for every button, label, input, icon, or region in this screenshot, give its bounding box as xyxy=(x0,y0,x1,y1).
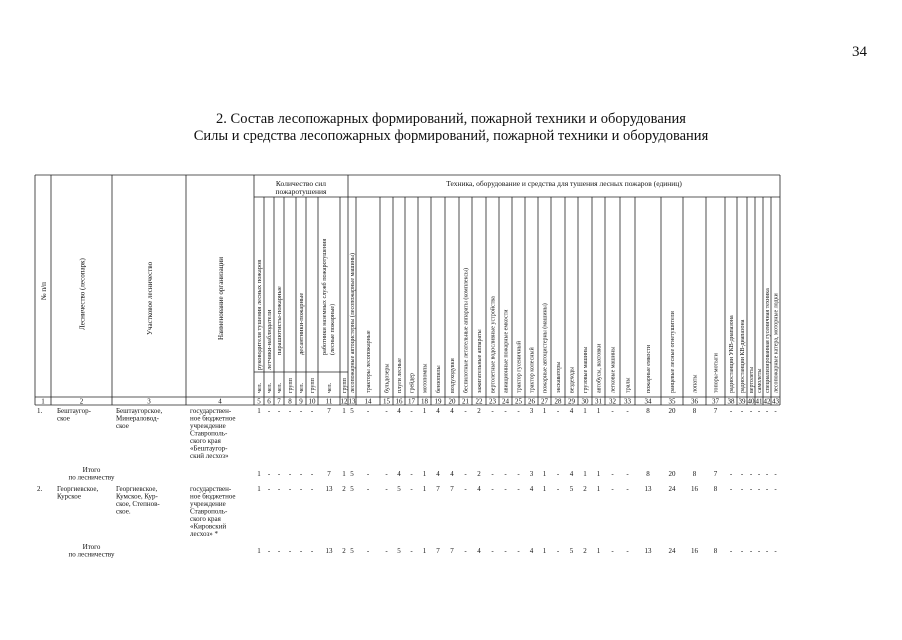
cell-value: 4 xyxy=(397,407,401,415)
organization-name: Ставрополь- xyxy=(190,429,228,438)
cell-value: - xyxy=(491,547,494,555)
header-district: Лесничество (лесопарк) xyxy=(78,258,87,330)
cell-value: - xyxy=(504,470,507,478)
cell-value: 4 xyxy=(529,485,534,493)
cell-value: 5 xyxy=(569,485,574,493)
cell-value: - xyxy=(385,407,388,415)
cell-value: - xyxy=(267,407,271,415)
cell-value: 20 xyxy=(668,407,676,415)
cell-value: - xyxy=(729,547,733,555)
organization-name: ное бюджетное xyxy=(190,492,236,501)
cell-value: - xyxy=(740,485,744,493)
cell-value: - xyxy=(267,485,271,493)
cell-value: 7 xyxy=(327,470,331,478)
column-number: 22 xyxy=(475,397,483,406)
cell-value: 1 xyxy=(542,547,547,555)
row-number: 2. xyxy=(37,485,43,493)
cell-value: 7 xyxy=(327,407,331,415)
column-number: 26 xyxy=(528,397,535,406)
column-number: 29 xyxy=(568,397,575,406)
total-label: Итого xyxy=(82,543,101,551)
cell-value: 1 xyxy=(422,407,427,415)
cell-value: - xyxy=(385,470,388,478)
column-number: 30 xyxy=(581,397,589,406)
cell-value: 2 xyxy=(477,407,481,415)
cell-value: - xyxy=(385,485,388,493)
total-label: по лесничеству xyxy=(68,550,115,559)
cell-value: 7 xyxy=(713,407,718,415)
cell-value: - xyxy=(366,485,370,493)
header-equipment: бензопилы xyxy=(436,365,442,393)
cell-value: 1 xyxy=(596,485,601,493)
column-number: 19 xyxy=(434,397,442,406)
cell-value: - xyxy=(774,485,777,493)
cell-value: - xyxy=(729,485,733,493)
cell-value: 1 xyxy=(422,547,427,555)
cell-value: - xyxy=(556,485,560,493)
column-number: 3 xyxy=(147,397,151,406)
cell-value: - xyxy=(749,547,753,555)
cell-value: - xyxy=(464,407,467,415)
cell-value: - xyxy=(611,547,614,555)
cell-value: - xyxy=(729,470,733,478)
column-number: 42 xyxy=(763,397,771,406)
column-number: 11 xyxy=(325,397,333,406)
cell-value: - xyxy=(517,470,520,478)
header-equipment: беспилотные летательные аппараты (комплексы) xyxy=(463,267,470,393)
unit-label: чел. xyxy=(267,382,273,393)
district-name: Георгиевское, xyxy=(57,485,99,493)
unit-label: чел. xyxy=(257,382,263,393)
cell-value: - xyxy=(410,470,413,478)
header-equipment: плуги лесные xyxy=(397,358,403,393)
cell-value: - xyxy=(504,485,507,493)
column-number: 2 xyxy=(79,397,84,406)
cell-value: - xyxy=(626,407,629,415)
table-title: 2. Состав лесопожарных формирований, пожарной техники и оборудования xyxy=(216,111,686,127)
organization-name: Ставрополь- xyxy=(190,507,228,516)
header-equipment: лопаты xyxy=(692,374,699,393)
header-equipment: бульдозеры xyxy=(384,363,391,393)
cell-value: 1 xyxy=(422,485,427,493)
cell-value: - xyxy=(740,407,744,415)
header-equipment: радиостанции УКВ-диапазона xyxy=(729,315,735,393)
cell-value: 4 xyxy=(436,470,440,478)
unit-label: чел. xyxy=(277,382,283,393)
cell-value: 5 xyxy=(397,485,401,493)
district-name: Бештаугор- xyxy=(57,407,91,415)
header-equipment: пожарные автоцистерны (машины) xyxy=(542,303,549,393)
cell-value: - xyxy=(774,547,777,555)
organization-name: учреждение xyxy=(190,500,226,508)
column-number: 27 xyxy=(541,397,548,406)
cell-value: 3 xyxy=(529,407,534,415)
header-ground-workers: работники наземных служб пожаротушения xyxy=(321,238,328,355)
cell-value: - xyxy=(410,547,413,555)
cell-value: - xyxy=(774,470,777,478)
subdistrict-name: ское xyxy=(116,422,129,430)
cell-value: - xyxy=(765,547,769,555)
cell-value: - xyxy=(366,470,370,478)
cell-value: - xyxy=(491,485,494,493)
cell-value: - xyxy=(464,485,467,493)
cell-value: - xyxy=(299,407,303,415)
header-landing-firefighters: десантники-пожарные xyxy=(298,292,305,355)
cell-value: - xyxy=(626,470,629,478)
cell-value: 2 xyxy=(342,485,346,493)
header-equipment: экскаваторы xyxy=(556,361,562,393)
subdistrict-name: ское. xyxy=(116,507,131,516)
cell-value: 4 xyxy=(529,547,534,555)
organization-name: «Бештаугор- xyxy=(190,444,228,453)
header-equipment: вертолетные водосливные устройства xyxy=(490,296,497,393)
cell-value: - xyxy=(504,547,507,555)
cell-value: 1 xyxy=(342,470,346,478)
cell-value: 1 xyxy=(257,547,261,555)
header-equipment: грейдер xyxy=(409,372,416,393)
subdistrict-name: Кумское, Кур- xyxy=(116,492,158,501)
cell-value: 1 xyxy=(257,407,261,415)
cell-value: 4 xyxy=(450,470,454,478)
cell-value: - xyxy=(267,470,271,478)
cell-value: - xyxy=(491,470,494,478)
header-equipment: зажигательные аппараты xyxy=(477,329,483,393)
cell-value: - xyxy=(310,470,314,478)
column-number: 15 xyxy=(383,397,390,406)
cell-value: 8 xyxy=(646,407,650,415)
total-label: по лесничеству xyxy=(68,473,115,482)
header-equipment: радиостанции КВ-диапазона xyxy=(740,319,746,393)
cell-value: - xyxy=(611,407,614,415)
total-label: Итого xyxy=(82,466,101,474)
cell-value: 8 xyxy=(713,547,718,555)
cell-value: 2 xyxy=(583,547,587,555)
cell-value: - xyxy=(410,407,413,415)
column-number: 16 xyxy=(395,397,403,406)
cell-value: 7 xyxy=(450,485,454,493)
cell-value: - xyxy=(277,547,281,555)
column-number: 18 xyxy=(421,397,428,406)
header-ground-workers-line2: (лесные пожарные) xyxy=(329,303,336,355)
column-number: 41 xyxy=(755,397,763,406)
cell-value: 4 xyxy=(436,407,440,415)
header-equipment: ранцевые лесные огнетушители xyxy=(670,311,676,393)
column-number: 36 xyxy=(691,397,698,406)
column-number: 20 xyxy=(448,397,456,406)
cell-value: - xyxy=(310,547,314,555)
cell-value: - xyxy=(749,470,753,478)
header-equipment: трактор гусеничный xyxy=(516,341,523,393)
cell-value: 7 xyxy=(436,485,440,493)
cell-value: 7 xyxy=(436,547,440,555)
header-fire-leaders: руководители тушения лесных пожаров xyxy=(256,259,263,370)
organization-name: ского края xyxy=(190,437,221,445)
column-number: 1 xyxy=(41,397,45,406)
cell-value: 5 xyxy=(350,407,354,415)
cell-value: - xyxy=(556,470,560,478)
cell-value: 1 xyxy=(596,407,601,415)
group-header-forces-line2: пожаротушения xyxy=(275,187,327,196)
cell-value: - xyxy=(517,547,520,555)
cell-value: - xyxy=(288,547,292,555)
cell-value: - xyxy=(277,470,281,478)
column-number: 38 xyxy=(727,397,735,406)
header-equipment: пожарные емкости xyxy=(646,345,652,393)
unit-label: чел. xyxy=(299,382,305,393)
header-equipment: трактор колесный xyxy=(529,347,536,393)
cell-value: 1 xyxy=(583,407,587,415)
column-number: 14 xyxy=(364,397,372,406)
organization-name: ский лесхоз» xyxy=(190,452,229,460)
cell-value: - xyxy=(774,407,777,415)
cell-value: 24 xyxy=(668,547,676,555)
cell-value: 16 xyxy=(691,547,698,555)
cell-value: - xyxy=(556,407,560,415)
cell-value: - xyxy=(491,407,494,415)
column-number: 25 xyxy=(515,397,522,406)
column-number: 39 xyxy=(738,397,746,406)
cell-value: - xyxy=(366,407,370,415)
cell-value: 7 xyxy=(450,547,454,555)
column-number: 12 xyxy=(340,397,348,406)
cell-value: 8 xyxy=(692,470,697,478)
cell-value: 5 xyxy=(350,485,354,493)
cell-value: - xyxy=(626,485,629,493)
header-equipment: лесопожарные автоцистерны (лесопожарные машины) xyxy=(350,253,356,393)
cell-value: - xyxy=(504,407,507,415)
column-number: 21 xyxy=(462,397,469,406)
unit-label: групп xyxy=(288,378,294,393)
cell-value: 3 xyxy=(529,470,534,478)
column-number: 35 xyxy=(668,397,676,406)
organization-name: государствен- xyxy=(190,485,232,493)
cell-value: 1 xyxy=(542,485,547,493)
cell-value: 1 xyxy=(257,470,261,478)
cell-value: 13 xyxy=(644,547,652,555)
unit-label: групп xyxy=(310,378,316,393)
subdistrict-name: Бештаугорское, xyxy=(116,407,163,415)
header-subdistrict: Участковое лесничество xyxy=(146,261,154,335)
header-equipment: вездеходы xyxy=(569,366,576,393)
column-number: 23 xyxy=(489,397,496,406)
header-equipment: легковые машины xyxy=(610,346,617,393)
cell-value: - xyxy=(277,407,281,415)
table-subtitle: Силы и средства лесопожарных формирований, пожарной техники и оборудования xyxy=(193,128,709,144)
column-number: 10 xyxy=(308,397,316,406)
cell-value: - xyxy=(740,470,744,478)
organization-name: ского края xyxy=(190,515,221,523)
cell-value: - xyxy=(749,485,753,493)
cell-value: 5 xyxy=(397,547,401,555)
column-number: 6 xyxy=(267,397,271,406)
cell-value: - xyxy=(310,485,314,493)
cell-value: - xyxy=(385,547,388,555)
cell-value: 16 xyxy=(691,485,698,493)
cell-value: - xyxy=(757,407,761,415)
cell-value: - xyxy=(267,547,271,555)
header-equipment: тралы xyxy=(625,377,632,393)
cell-value: 2 xyxy=(477,470,481,478)
column-number: 8 xyxy=(288,397,292,406)
cell-value: 1 xyxy=(542,470,547,478)
cell-value: 1 xyxy=(342,407,346,415)
subdistrict-name: Минераловод- xyxy=(116,414,159,423)
column-number: 17 xyxy=(408,397,415,406)
column-number: 31 xyxy=(595,397,602,406)
cell-value: 1 xyxy=(596,470,601,478)
cell-value: - xyxy=(517,485,520,493)
district-name: ское xyxy=(57,414,70,423)
organization-name: учреждение xyxy=(190,422,226,430)
unit-label: групп xyxy=(342,378,348,393)
header-equipment: воздуходувки xyxy=(450,358,456,393)
cell-value: - xyxy=(288,470,292,478)
organization-name: лесхоз» * xyxy=(190,530,219,538)
cell-value: 4 xyxy=(477,485,481,493)
cell-value: - xyxy=(729,407,733,415)
column-number: 40 xyxy=(747,397,755,406)
cell-value: - xyxy=(299,470,303,478)
cell-value: - xyxy=(757,485,761,493)
header-equipment: специализированная гусеничная техника xyxy=(765,288,771,393)
cell-value: - xyxy=(288,485,292,493)
header-equipment: лесопожарные катера, моторные лодки xyxy=(773,293,780,393)
cell-value: 7 xyxy=(713,470,718,478)
column-number: 34 xyxy=(644,397,652,406)
header-equipment: автобусы, вахтовки xyxy=(596,343,603,393)
cell-value: 20 xyxy=(668,470,676,478)
cell-value: 1 xyxy=(257,485,261,493)
header-equipment: вертолеты xyxy=(749,366,755,393)
cell-value: - xyxy=(556,547,560,555)
subdistrict-name: Георгиевское, xyxy=(116,485,158,493)
cell-value: - xyxy=(611,470,614,478)
cell-value: - xyxy=(626,547,629,555)
cell-value: 1 xyxy=(422,470,427,478)
header-paratroopers: парашютисты-пожарные xyxy=(276,286,283,355)
organization-name: ное бюджетное xyxy=(190,414,236,423)
cell-value: - xyxy=(299,485,303,493)
cell-value: - xyxy=(288,407,292,415)
subdistrict-name: ское, Степнов- xyxy=(116,500,160,508)
header-observers: летчики-наблюдатели xyxy=(266,309,273,370)
cell-value: 5 xyxy=(350,470,354,478)
cell-value: 13 xyxy=(325,485,333,493)
cell-value: 1 xyxy=(596,547,601,555)
cell-value: - xyxy=(749,407,753,415)
cell-value: 8 xyxy=(713,485,718,493)
column-number: 13 xyxy=(348,397,356,406)
cell-value: - xyxy=(464,470,467,478)
cell-value: 13 xyxy=(325,547,333,555)
header-equipment: мотопомпы xyxy=(422,363,429,393)
header-equipment: тракторы лесопожарные xyxy=(366,330,372,393)
header-equipment: самолеты xyxy=(757,368,763,393)
cell-value: - xyxy=(299,547,303,555)
column-number: 4 xyxy=(218,397,222,406)
cell-value: - xyxy=(765,470,769,478)
column-number: 5 xyxy=(257,397,261,406)
header-num: № п/п xyxy=(40,282,48,300)
column-number: 7 xyxy=(277,397,281,406)
column-number: 9 xyxy=(299,397,303,406)
cell-value: 13 xyxy=(644,485,652,493)
header-equipment: авиационные пожарные емкости xyxy=(503,309,510,393)
column-number: 37 xyxy=(712,397,719,406)
cell-value: 4 xyxy=(477,547,481,555)
cell-value: 5 xyxy=(569,547,574,555)
cell-value: - xyxy=(611,485,614,493)
column-number: 32 xyxy=(609,397,616,406)
cell-value: 8 xyxy=(692,407,697,415)
cell-value: 1 xyxy=(583,470,587,478)
cell-value: 8 xyxy=(646,470,650,478)
cell-value: - xyxy=(464,547,467,555)
cell-value: 4 xyxy=(450,407,454,415)
district-name: Курское xyxy=(57,492,81,501)
column-number: 28 xyxy=(554,397,562,406)
cell-value: - xyxy=(517,407,520,415)
cell-value: - xyxy=(757,547,761,555)
cell-value: - xyxy=(277,485,281,493)
page-number: 34 xyxy=(852,44,867,60)
cell-value: - xyxy=(740,547,744,555)
header-organization: Наименование организации xyxy=(217,257,225,340)
cell-value: 4 xyxy=(569,407,574,415)
column-number: 33 xyxy=(624,397,631,406)
organization-name: государствен- xyxy=(190,407,232,415)
header-equipment: топоры-мотыги xyxy=(713,353,720,393)
header-equipment: грузовые машины xyxy=(583,346,589,393)
cell-value: - xyxy=(765,485,769,493)
cell-value: - xyxy=(765,407,769,415)
cell-value: - xyxy=(366,547,370,555)
unit-label: чел. xyxy=(327,382,333,393)
column-number: 24 xyxy=(502,397,509,406)
cell-value: - xyxy=(310,407,314,415)
cell-value: 5 xyxy=(350,547,354,555)
group-header-equipment: Техника, оборудование и средства для тушения лесных пожаров (единиц) xyxy=(446,179,682,188)
column-number: 43 xyxy=(772,397,779,406)
row-number: 1. xyxy=(37,407,43,415)
cell-value: 2 xyxy=(583,485,587,493)
cell-value: 1 xyxy=(542,407,547,415)
cell-value: 2 xyxy=(342,547,346,555)
cell-value: - xyxy=(410,485,413,493)
organization-name: «Кировский xyxy=(190,522,227,531)
cell-value: - xyxy=(757,470,761,478)
cell-value: 4 xyxy=(569,470,574,478)
cell-value: 24 xyxy=(668,485,676,493)
group-header-forces: Количество сил xyxy=(275,179,327,188)
cell-value: 4 xyxy=(397,470,401,478)
